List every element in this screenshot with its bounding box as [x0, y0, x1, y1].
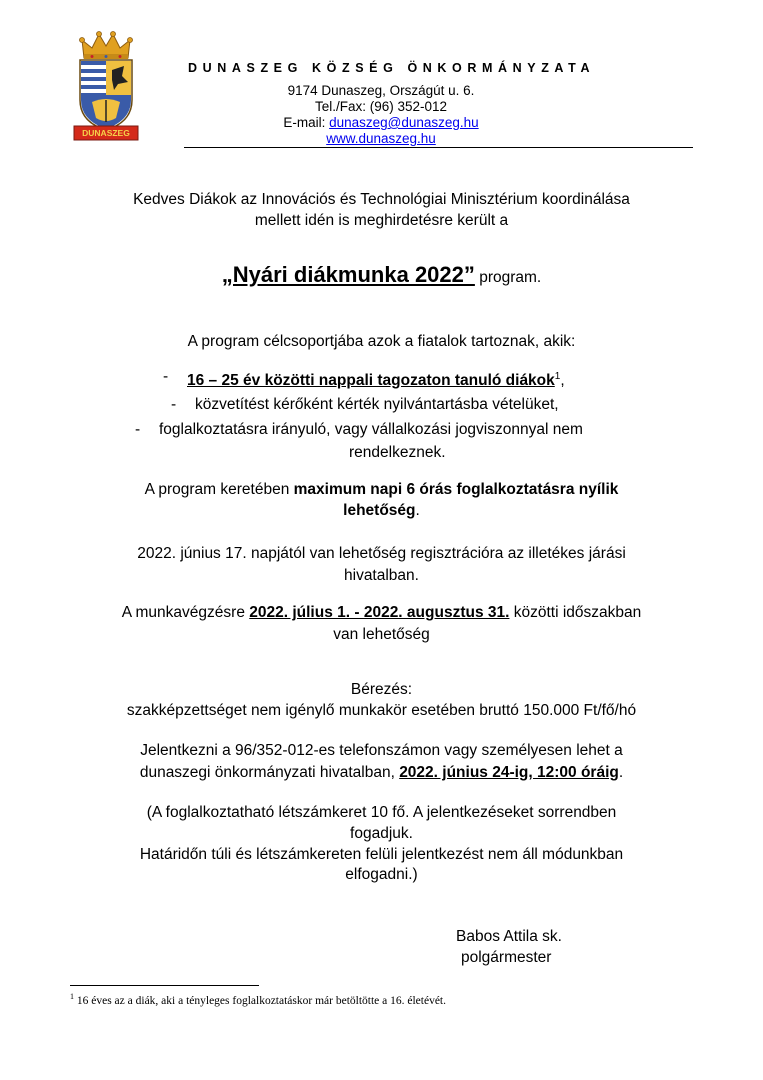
footnote-text: 16 éves az a diák, aki a tényleges foglalkoztatáskor már betöltötte a 16. életévét. — [74, 994, 447, 1007]
address-line: 9174 Dunaszeg, Országút u. 6. — [287, 83, 475, 98]
organization-name: DUNASZEG KÖZSÉG ÖNKORMÁNYZATA — [188, 61, 596, 75]
email-label: E-mail: — [283, 115, 330, 130]
framework-bold-end: lehetőség — [343, 502, 416, 519]
footnote-ref: 1 — [554, 371, 561, 382]
registration-line-1: 2022. június 17. napjától van lehetőség regisztrációra az illetékes járási — [137, 545, 626, 562]
website-link[interactable]: www.dunaszeg.hu — [326, 131, 436, 146]
registration-line-2: hivatalban. — [344, 567, 419, 584]
apply-post: . — [618, 764, 624, 781]
website-line — [256, 131, 506, 147]
note-line-4: elfogadni.) — [345, 866, 418, 883]
list-item-continuation: rendelkeznek. — [349, 444, 446, 461]
apply-line-2 — [0, 762, 763, 783]
header-divider — [184, 147, 693, 148]
footnote-marker: 1 — [70, 992, 74, 1001]
pay-heading: Bérezés: — [350, 681, 413, 698]
list-item: közvetítést kérőként kérték nyilvántartásba vételüket, — [195, 396, 559, 413]
framework-line-1 — [0, 479, 763, 500]
work-period-post: közötti időszakban — [509, 604, 642, 621]
list-item-age-range: 16 – 25 év közötti nappali tagozaton tanuló diákok — [187, 372, 555, 390]
work-period-line-2: van lehetőség — [333, 626, 430, 643]
framework-post: . — [415, 502, 420, 519]
headline-suffix: program. — [474, 269, 542, 286]
work-period-line-1 — [0, 602, 763, 623]
footnote-divider — [70, 985, 259, 986]
email-link[interactable]: dunaszeg@dunaszeg.hu — [329, 115, 479, 130]
logo-banner-text: DUNASZEG — [82, 128, 130, 138]
intro-line-1: Kedves Diákok az Innovációs és Technológiai Minisztérium koordinálása — [133, 191, 630, 208]
headline-title: „Nyári diákmunka 2022” — [221, 262, 475, 287]
framework-bold: maximum napi 6 órás foglalkoztatásra nyílik — [293, 481, 619, 498]
signature-title: polgármester — [461, 949, 552, 966]
framework-line-2 — [0, 500, 763, 521]
signature-name: Babos Attila sk. — [456, 928, 562, 945]
bullet-marker: - — [171, 396, 177, 413]
work-period-pre: A munkavégzésre — [121, 604, 250, 621]
apply-line-1: Jelentkezni a 96/352-012-es telefonszámon vagy személyesen lehet a — [140, 742, 623, 759]
email-line — [256, 115, 506, 131]
work-period-dates: 2022. július 1. - 2022. augusztus 31. — [249, 604, 510, 621]
pay-text: szakképzettséget nem igénylő munkakör esetében bruttó 150.000 Ft/fő/hó — [126, 702, 637, 719]
apply-deadline: 2022. június 24-ig, 12:00 óráig — [399, 764, 619, 781]
apply-pre: dunaszegi önkormányzati hivatalban, — [139, 764, 400, 781]
footnote — [70, 992, 446, 1007]
municipal-coat-of-arms — [72, 30, 140, 142]
intro-line-2: mellett idén is meghirdetésre került a — [254, 212, 509, 229]
bullet-marker: - — [163, 368, 169, 385]
note-line-2: fogadjuk. — [350, 825, 413, 842]
list-item — [187, 366, 565, 391]
list-item: foglalkoztatásra irányuló, vagy vállalkozási jogviszonnyal nem — [159, 421, 583, 438]
note-line-3: Határidőn túli és létszámkereten felüli jelentkezést nem áll módunkban — [139, 846, 624, 863]
bullet-marker: - — [135, 421, 141, 438]
headline — [0, 262, 763, 288]
framework-pre: A program keretében — [144, 481, 294, 498]
list-item-tail: , — [560, 372, 565, 390]
target-group-intro: A program célcsoportjába azok a fiatalok tartoznak, akik: — [187, 333, 576, 350]
note-line-1: (A foglalkoztatható létszámkeret 10 fő. A jelentkezéseket sorrendben — [146, 804, 617, 821]
phone-line: Tel./Fax: (96) 352-012 — [314, 99, 448, 114]
